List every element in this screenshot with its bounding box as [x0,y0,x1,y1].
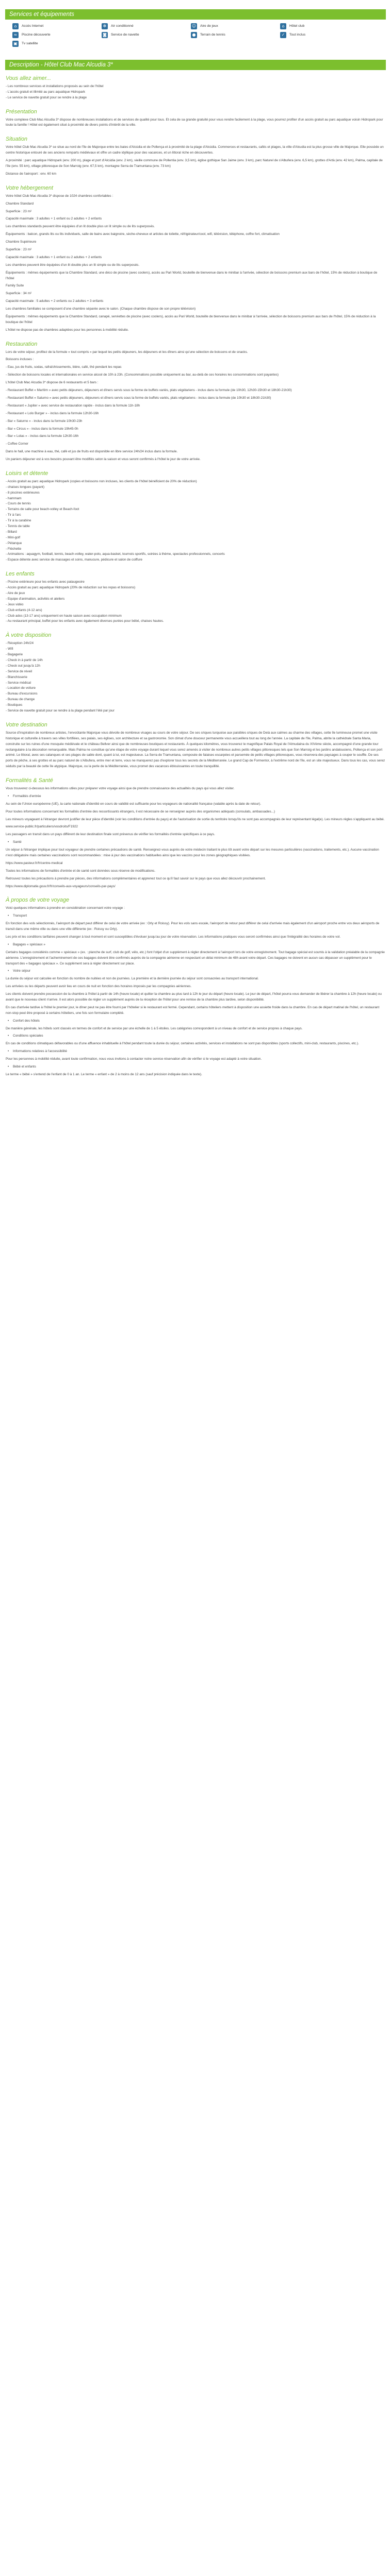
paragraph: L'hôtel ne dispose pas de chambres adaptées pour les personnes à mobilité réduite. [6,328,129,332]
section-heading-destination: Votre destination [6,721,47,728]
paragraph: Au sein de l'Union européenne (UE), la carte nationale d'identité en cours de validité est suffisante pour les voyageurs de nationalité française (valable après la date de retour). [6,802,262,806]
hotel-icon: ⌂ [280,23,286,29]
list-item: - 8 piscines extérieures [6,490,40,495]
list-item: - Fléchette [6,547,22,551]
list-item: - Check out jusqu'à 12h [6,664,40,668]
list-item: - Pétanque [6,541,22,545]
list-item: - L'accès gratuit et illimité au parc aquatique Hidropark [6,90,85,94]
section-heading-vous-allez-aimer: Vous allez aimer... [6,75,52,81]
paragraph: Vous trouverez ci-dessous les informations utiles pour préparer votre voyage ainsi que de prendre connaissance des actualités du pays qui vous allez visiter. [6,787,235,791]
paragraph: Le terme « bébé » s'entend de l'enfant de 0 à 1 an. Le terme « enfant » de 2 à moins de 12 ans (sauf précision indiquée dans le texte). [6,1072,202,1076]
service-item [280,22,369,30]
paragraph: Équipements : mêmes équipements que la Chambre Standard, une déco de piscine (avec coolers), accès au Pari World, bouteille de bienvenue dans le minibar à l'arrivée, sélection de boissons premium aux bars de l'hôtel, 15% de réduction à boutique de l'hôtel [6,270,378,280]
list-item: - Billard [6,530,17,534]
section-heading-propos: À propos de votre voyage [6,897,70,904]
services-grid [5,20,386,47]
paragraph: Pour toutes informations concernant les formalités d'entrée des ressortissants étrangers, il est nécessaire de se renseigner auprès des organismes adéquats (consulats, ambassades...) [6,809,275,814]
paragraph: - Restaurant Buffet « Saturno » avec petits déjeuners, déjeuners et dîners servis sous la forme de buffets variés, plats végétariens - inclus dans la formule (de 10h30 et 18h30-21h30) [6,396,271,400]
pool-icon: ≈ [12,32,19,38]
service-label: Tv satellite [22,41,38,45]
list-item: - Service de navette gratuit pour se rendre à la plage pendant l'été par jour [6,708,115,713]
paragraph: - Eau, jus de fruits, sodas, rafraîchissements, bière, café, thé pendant les repas [6,365,122,369]
services-band: Services et équipements [5,9,386,20]
paragraph: Les chambres familiales se composent d'une chambre séparée avec le salon. (Chaque chambre dispose de son propre télévision) [6,307,196,311]
section-heading-disposition: À votre disposition [6,632,52,639]
list-item: - Cours de tennis [6,502,31,506]
paragraph: Votre complexe Club Mac Alcudia 3* dispose de nombreuses installations et de services de qualité pour tous. Et cela de sa grande gratuité pour vous rendre facilement à la plage, vous pourrez profiter d'un accès gratuit au parc aquatique voisin Hidropark pour toute la famille ! Hôtel est également situé à proximité de divers points d'intérêt de la ville. [6,117,383,127]
service-item [12,22,102,30]
list-item: - Jeux vidéo [6,602,24,606]
service-item [191,22,280,30]
subsection-title: • Transport [6,913,385,919]
list-item: - Check in à partir de 14h [6,658,43,662]
service-label: Accès Internet [22,24,44,28]
paragraph: Les prix et les conditions tarifaires peuvent changer à tout moment et sont susceptibles d'évoluer jusqu'au jour de votre réservation. Les informations pratiques vous seront confirmées ainsi que l'intégralité des horaires de votre vol. [6,935,341,939]
shuttle-icon: ◙ [102,32,108,38]
service-label: Air conditionné [111,24,134,28]
paragraph: Votre hôtel Club Mac Alcudia 3* se situe au nord de l'île de Majorque entre les baies d'Alcúdia et de Pollença et à proximité de la plage d'Alcúdia. Commerces et restaurants, cafés et plages, la ville d'Alcudia est la plus grosse ville de Majorque. Elle possède un centre historique entouré de ses anciens remparts médiévaux et offre un cadre idyllique pour des vacances, et un littoral riche en découvertes. [6,145,384,155]
subsection-title: • Bagages « spéciaux » [6,942,385,948]
list-item: - Club ados (13-17 ans) uniquement en haute saison avec occupation minimum [6,614,122,618]
subsection-title: • Informations relatives à l'accessibilité [6,1049,385,1055]
service-item [102,22,191,30]
paragraph: Voici quelques informations à prendre en considération concernant votre voyage : [6,906,125,910]
all-inclusive-icon: ✓ [280,32,286,38]
paragraph: - Restaurant « Jupiter » avec service de restauration rapide - inclus dans la formule 11h-18h [6,403,140,408]
section-heading-hebergement: Votre hébergement [6,184,54,191]
service-item [12,40,102,47]
list-item: - Boutiques [6,703,23,707]
paragraph: Les clients doivent prendre possession de la chambre à l'hôtel à partir de 14h (heure locale) et quitter la chambre au plus tard à 12h le jour du départ (heure locale). Le jour de départ, l'hôtel pourra vous demander de libérer la chambre à 12h (heure locale) ou avant que le nouveau client n'arrive. Il est alors possible de régler un supplément auprès de la réception de l'hôtel pour une remise de la chambre plus tardive, selon disponibilité. [6,992,382,1002]
paragraph: Capacité maximale : 3 adultes + 1 enfant ou 2 adultes + 2 enfants [6,217,102,221]
paragraph: Distance de l'aéroport : env. 60 km [6,172,57,176]
list-item: - Animations : aquagym, football, tennis, beach-volley, water-polo, aqua-basket, tournois sportifs, soirées à thème, spectacles professionnels, concerts [6,552,225,556]
satellite-tv-icon: ▣ [12,41,19,47]
paragraph: L'hôtel Club Mac Alcudia 3* dispose de 6 restaurants et 5 bars : [6,381,99,385]
list-item: - Equipe d'animation, activités et ateliers [6,597,65,601]
section-heading-presentation: Présentation [6,108,37,115]
paragraph: - Sélection de boissons locales et internationales en service alcool de 10h à 23h. (Consommations possible uniquement au bar, au-delà de ces horaires les consommations sont payantes) [6,373,279,377]
subsection-title: • Bébé et enfants [6,1064,385,1070]
paragraph: - Bar « Circus » - inclus dans la formule 19h45-0h [6,427,78,431]
paragraph: Superficie : 34 m² [6,292,32,296]
subsection-title: • Formalités d'entrée [6,794,385,800]
list-item: - Club enfants (4-12 ans) [6,608,42,612]
paragraph: Pour les personnes à mobilité réduite, avant toute confirmation, nous vous invitons à contacter notre service réservation afin de vérifier si le voyage est adapté à votre situation. [6,1057,262,1061]
list-item: - Bureau d'excursions [6,692,38,696]
list-item: - Les nombreux services et installations proposés au sein de l'hôtel [6,84,104,88]
paragraph: Superficie : 23 m² [6,209,32,213]
service-item [12,31,102,39]
paragraph: Les passagers en transit dans un pays différent de leur destination finale sont prévenus de vérifier les formalités d'entrée spécifiques à ce pays. [6,833,215,837]
service-item [102,31,191,39]
list-item: - Accès gratuit au parc aquatique Hidropark (20% de réduction sur les repas et boissons) [6,586,136,590]
paragraph: - Coffee Corner [6,442,28,446]
list-item: - Réception 24h/24 [6,641,34,646]
paragraph[interactable]: https://www.pasteur.fr/fr/centre-medical [6,861,63,865]
section-list-loisirs [6,479,385,563]
paragraph: - Bar « Saturno » - inclus dans la formule 10h30-23h [6,419,83,423]
list-item: - Bagagerie [6,653,23,657]
list-item: - Tir à la carabine [6,519,31,523]
paragraph: Les mineurs voyageant à l'étranger devront justifier de leur pièce d'identité (voir les conditions d'entrée du pays) et de l'autorisation de sortie du territoire lorsqu'ils ne sont pas accompagnés de leur représentant légal(e). Les mineurs règles s'appliquent au bébé. [6,817,385,821]
section-heading-situation: Situation [6,136,28,143]
list-item: - Au restaurant principal, buffet pour les enfants avec également diverses purées pour bébé, chaises hautes. [6,619,164,623]
tennis-icon: ● [191,32,197,38]
playground-icon: ☺ [191,23,197,28]
list-item: - Bureau de change [6,698,35,702]
paragraph: Source d'inspiration de nombreux artistes, l'envoûtante Majorque vous dévoile de nombreux visages au cours de votre séjour. De ses criques turquoise aux paisibles criques de Deià aux calmes au charme des villages, cette île lumineuse promet une visite historique et culturelle à travers ses villes fortifiées, ses palais, ses églises, son architecture et sa gastronomie. Son climat d'une douceur permanente vous accueillera tout au long de l'année. La capitale de l'île, Palma, abrite la cathédrale Santa Maria, construite sur les ruines d'une mosquée médiévale et le château Bellver ainsi que de nombreuses boutiques et restaurants. À quelques kilomètres, vous trouverez le magnifique Palais Royal de l'Almudaina du XIVème siècle, accompagné d'une grande tour rectangulaire à la décoration remarquable. Mais Palma ne constitue qu'une étape de votre voyage durant lequel vous serez amenés à visiter de nombreux autres petits villages pittoresques tels que Son Marroig et les jardins andalousiens, Pollença et son port animé. Le littoral, avec ses calanques et ses plages de sable doré, quant à lui, est majestueux. La Serra de Tramuntana, composée de falaises escarpées et parsemée de petits villages pittoresques, vous réservera des paysages à couper le souffle. De ses ports de pêche, à ses grottes et au parc naturel de s'Albufera, entre mer et terre, vous ne manquerez pas d'explorer tous les secrets de la Méditerranée. Le grand Cap de Formentor, à l'extrême nord de l'île, est un site majestueux. Dans tous les cas, vous serez séduits par la beauté de cette île atypique. Majorque, ou la perle de la Méditerranée, vous promet des vacances éblouissantes en toute tranquillité. [6,731,385,769]
snowflake-icon: ✻ [102,23,108,29]
paragraph: Les arrivées ou les départs peuvent avoir lieu en cours de nuit en fonction des horaires imposés par les compagnies aériennes. [6,985,192,989]
service-label: Service de navette [111,32,139,37]
list-item: - Tir à l'arc [6,513,21,517]
paragraph: Family Suite [6,284,24,288]
paragraph: - Bar « Lolas » - inclus dans la formule 12h30-16h [6,434,79,438]
subsection-title: • Votre séjour [6,969,385,974]
paragraph: Chambre Standard [6,201,34,206]
list-item: - Tennis de table [6,524,30,529]
service-label: Aire de jeux [200,24,218,28]
paragraph: Dans le hall, une machine à eau, thé, café et jus de fruits est disponible en libre service 24h/24 inclus dans la formule. [6,450,178,454]
list-item: - Wifi [6,647,13,651]
list-item: - hammam [6,496,22,500]
list-item: - Accès gratuit au parc aquatique Hidropark (copies et boissons non incluses, les clients de l'hôtel bénéficient de 20% de réduction) [6,479,197,483]
paragraph: - Restaurant Buffet « Marítim » avec petits déjeuners, déjeuners et dîners servis sous la forme de buffets variés, plats végétariens - inclus dans la formule (de 10h30, 12h30-15h30 et 18h30-21h30) [6,388,292,393]
paragraph: Les chambres standards peuvent être équipées d'un lit double plus un lit simple ou de lits superposés. [6,225,155,229]
subsection-title: • Confort des hôtels [6,1019,385,1024]
section-list-disposition [6,641,385,714]
list-item: - Aire de jeux [6,591,25,595]
list-item: - Le service de navette gratuit pour se rendre à la plage [6,95,87,99]
list-item: - Piscine extérieure pour les enfants avec pataugeoire [6,580,85,584]
paragraph: La durée du séjour est calculée en fonction du nombre de nuitées et non de journées. La première et la dernière journée du séjour sont consacrées au transport international. [6,977,259,981]
section-heading-loisirs: Loisirs et détente [6,470,48,477]
page [0,9,391,1089]
paragraph: Équipements : balcon, grands lits ou lits individuels, salle de bains avec baignoire, sèche-cheveux et articles de toilette, réfrigérateur/cool, wifi, télévision, téléphone, coffre fort, climatisation [6,232,280,236]
paragraph: Lors de votre séjour, profitez de la formule « tout compris » par lequel les petits déjeuners, les déjeuners et les dîners ainsi qu'une sélection de boissons et de snacks. [6,350,248,354]
paragraph: Un séjour à l'étranger implique pour tout voyageur de prendre certaines précautions de santé. Renseignez-vous auprès de votre médecin traitant le plus tôt avant votre départ sur les mesures particulières (vaccinations, traitements, etc.). Aucune vaccination n'est obligatoire mais certaines vaccinations sont recommandées : mise à jour des vaccinations habituelles ainsi que les vaccins pour les zones géographiques visitées. [6,848,379,858]
service-label: Piscine découverte [22,32,51,37]
paragraph: Boissons incluses : [6,358,34,362]
section-heading-formalites: Formalités & Santé [6,777,53,784]
description-band: Description - Hôtel Club Mac Alcudia 3* [5,60,386,70]
paragraph: Les chambres peuvent être équipées d'un lit double plus un lit simple ou de lits superposés. [6,263,140,267]
paragraph: En cas de conditions climatiques défavorables ou d'une affluence inhabituelle à l'hôtel pendant toute la durée du séjour, certaines activités, services et installations ne sont pas disponibles (sports collectifs, mini-club, restaurants, piscines, etc.). [6,1042,359,1046]
paragraph[interactable]: https://www.diplomatie.gouv.fr/fr/conseils-aux-voyageurs/conseils-par-pays/ [6,884,116,888]
service-item [191,31,280,39]
section-heading-restauration: Restauration [6,341,38,347]
list-item: - Blanchisserie [6,675,27,679]
description-content [5,70,386,1078]
section-heading-enfants: Les enfants [6,571,35,578]
paragraph[interactable]: www.service-public.fr/particuliers/vosdroits/F1922 [6,825,78,829]
paragraph: Capacité maximale : 3 adultes + 1 enfant ou 2 adultes + 2 enfants [6,255,102,259]
paragraph: De manière générale, les hôtels sont classés en termes de confort et de service par une échelle de 1 à 5 étoiles. Les catégories correspondent à un niveau de confort et de service propres à chaque pays. [6,1026,303,1030]
paragraph: Un paniers déjeuner est à vos besoins pouvant être modifiés selon la saison et vous seront confirmés à l'hôtel le jour de votre arrivée. [6,457,201,462]
paragraph: Toutes les informations de formalités d'entrée et de santé sont données sous réserve de modifications. [6,869,156,873]
subsection-title: • Conditions spéciales [6,1033,385,1039]
paragraph: A proximité : parc aquatique Hidropark (env. 200 m), plage et port d'Alcúdia (env. 2 km), vieille commune de Pollentia (env. 3,5 km), église gothique San Jaime (env. 3 km), parc Naturel de s'Albufera (env. 6,5 km), grottes d'Artà (env. 42 km), Palma, capitale de l'île (env. 55 km), village pittoresque de Son Marroig (env. 67,5 km), montagne Serra de Tramuntana (env. 73 km) [6,159,383,168]
section-list-enfants [6,580,385,624]
list-item: - Service médical [6,681,31,685]
paragraph: Retrouvez toutes les précautions à prendre par pièces, des informations complémentaires et apprenez tout ce qu'il faut savoir sur le pays que vous allez découvrir prochainement. [6,876,266,880]
list-item: - Service de réveil [6,669,32,673]
paragraph: Certains bagages considérés comme « spéciaux » (ex. : planche de surf, club de golf, vélo, etc.) font l'objet d'un supplément à régler directement à l'aéroport lors de votre enregistrement. Tout bagage spécial est soumis à la validation préalable de la compagnie aérienne. L'enregistrement et l'acheminement de ces bagages doivent être confirmés auprès de la compagnie aérienne en respectant un délai minimum de 48h avant votre départ. Ces bagages ne doivent en aucun cas dépasser un supplément pour le transport des « bagages spéciaux ». Ce supplément sera à régler directement sur place. [6,950,385,965]
wifi-icon: ⌂ [12,23,19,29]
paragraph: En fonction des vols sélectionnés, l'aéroport de départ peut différer de celui de votre arrivée (ex : Orly et Roissy). Pour les vols sans escale, l'aéroport de retour peut différer de celui d'arrivée mais également d'un aéroport proche entre vos deux aéroports de transit dans une même ville ou dans une ville différente (ex : Roissy ou Orly). [6,922,380,931]
list-item: - chaises longues (payant) [6,485,44,489]
list-item: - Terrains de salle pour beach-volley et Beach-foot [6,507,79,512]
paragraph: Équipements : mêmes équipements que la Chambre Standard, canapé, serviettes de piscine (avec coolers), accès au Pari World, bouteille de bienvenue dans le minibar à l'arrivée, sélection de boissons premium aux bars de l'hôtel, 15% de réduction à la boutique de l'hôtel [6,314,376,324]
paragraph: Votre hôtel Club Mac Alcudia 3* dispose de 1024 chambres confortables : [6,194,113,198]
list-item: - Mini-golf [6,535,21,539]
service-label: Hôtel club [289,24,305,28]
service-item [280,31,369,39]
paragraph: Chambre Supérieure [6,240,37,244]
section-list-vous-allez-aimer [6,84,385,101]
paragraph: - Restaurant « Lolo Burger » - inclus dans la formule 12h30-16h [6,411,99,415]
paragraph: Capacité maximale : 5 adultes + 2 enfants ou 2 adultes + 3 enfants [6,299,104,303]
list-item: - Espace détente avec service de massages et soins, manucure, pédicure et salon de coiffure [6,558,142,562]
paragraph: Superficie : 23 m² [6,247,32,251]
service-label: Tout inclus [289,32,306,37]
subsection-title: • Santé [6,840,385,845]
list-item: - Location de voiture [6,686,36,690]
service-label: Terrain de tennis [200,32,225,37]
paragraph: En cas d'arrivée tardive à l'hôtel le premier jour, le dîner peut ne pas être fourni par l'hôtelier si le restaurant est fermé. Cependant, certains hôteliers mettent à disposition une assiette froide dans la chambre. En cas de départ matinal de l'hôtel, un restaurant non-stop peut être proposé à certains hôteliers, une fois son formulaire complété. [6,1005,380,1015]
